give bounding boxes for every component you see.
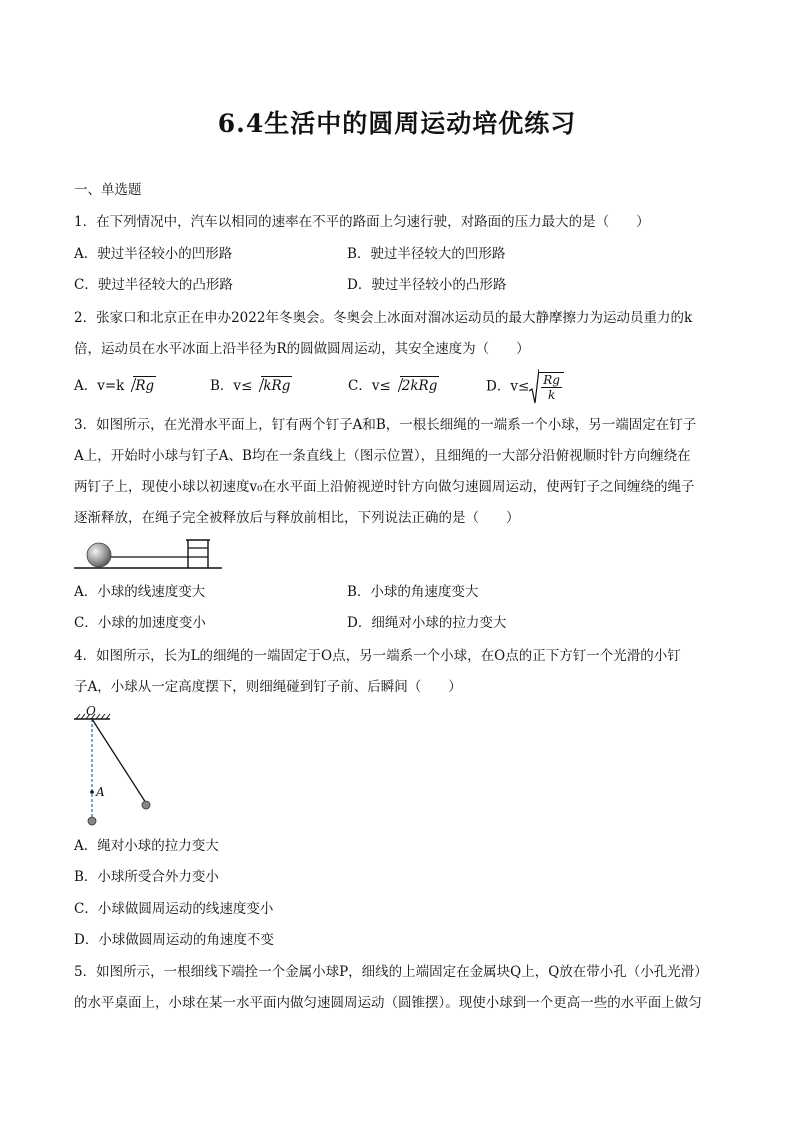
fraction-numerator: Rg — [543, 373, 560, 387]
q3-option-b: B．小球的角速度变大 — [347, 584, 479, 600]
q3-option-a: A．小球的线速度变大 — [74, 584, 206, 600]
q1-stem: 1．在下列情况中，汽车以相同的速率在不平的路面上匀速行驶，对路面的压力最大的是（ ） — [74, 214, 650, 230]
sqrt-symbol — [529, 369, 539, 405]
q3-figure-ball-and-pegs — [74, 530, 224, 575]
q3-option-d: D．细绳对小球的拉力变大 — [347, 615, 507, 631]
q2-option-a-radicand: Rg — [135, 378, 155, 394]
q2-option-a — [74, 376, 156, 395]
fraction-denominator: k — [547, 388, 556, 402]
q3-stem-line2: A上，开始时小球与钉子A、B均在一条直线上（图示位置），且细绳的一大部分沿俯视顺时针方向缠绕在 — [74, 448, 691, 464]
q4-stem-line2: 子A，小球从一定高度摆下，则细绳碰到钉子前、后瞬间（ ） — [74, 679, 462, 695]
section-heading: 一、单选题 — [74, 182, 142, 198]
q2-option-d-prefix: D．v≤ — [486, 378, 530, 395]
q2-option-b — [210, 376, 292, 395]
q2-option-c-radicand: 2kRg — [401, 378, 438, 394]
page-title: 6.4生活中的圆周运动培优练习 — [217, 109, 577, 138]
fraction — [539, 372, 564, 402]
q3-stem-line3: 两钉子上，现使小球以初速度v₀在水平面上沿俯视逆时针方向做匀速圆周运动，使两钉子之间缠绕的绳子 — [74, 479, 695, 495]
q4-option-d: D．小球做圆周运动的角速度不变 — [74, 932, 274, 948]
q2-stem-line1: 2．张家口和北京正在申办2022年冬奥会。冬奥会上冰面对溜冰运动员的最大静摩擦力为运动员重力的k — [74, 310, 693, 326]
q4-figure-pendulum — [70, 703, 160, 828]
q1-option-b: B．驶过半径较大的凹形路 — [347, 246, 506, 262]
q2-option-c-prefix: C．v≤ — [348, 378, 391, 394]
q3-stem-line4: 逐渐释放，在绳子完全被释放后与释放前相比，下列说法正确的是（ ） — [74, 510, 520, 526]
q1-option-d: D．驶过半径较小的凸形路 — [347, 277, 507, 293]
q2-option-d — [486, 369, 564, 405]
sqrt-symbol — [391, 376, 440, 395]
q2-option-b-radicand: kRg — [263, 378, 291, 394]
q3-stem-line1: 3．如图所示，在光滑水平面上，钉有两个钉子A和B，一根长细绳的一端系一个小球，另一端固定在钉子 — [74, 417, 697, 433]
point-a-label: A — [96, 785, 105, 799]
q1-option-a: A．驶过半径较小的凹形路 — [74, 246, 233, 262]
q4-option-c: C．小球做圆周运动的线速度变小 — [74, 901, 274, 917]
q2-option-b-prefix: B．v≤ — [210, 378, 253, 394]
q5-stem-line2: 的水平桌面上，小球在某一水平面内做匀速圆周运动（圆锥摆）。现使小球到一个更高一些的水平面上做匀 — [74, 995, 702, 1011]
q2-stem-line2: 倍，运动员在水平冰面上沿半径为R的圆做圆周运动，其安全速度为（ ） — [74, 341, 530, 357]
q2-option-c — [348, 376, 439, 395]
sqrt-symbol — [124, 376, 156, 395]
sqrt-fraction — [529, 369, 564, 405]
q4-option-a: A．绳对小球的拉力变大 — [74, 838, 219, 854]
sqrt-symbol — [252, 376, 292, 395]
q3-option-c: C．小球的加速度变小 — [74, 615, 206, 631]
point-o-label: O — [86, 704, 96, 718]
q4-stem-line1: 4．如图所示，长为L的细绳的一端固定于O点，另一端系一个小球，在O点的正下方钉一个光滑的小钉 — [74, 648, 681, 664]
q5-stem-line1: 5．如图所示，一根细线下端拴一个金属小球P，细线的上端固定在金属块Q上，Q放在带小孔（小孔光滑） — [74, 964, 708, 980]
q2-option-a-prefix: A．v=k — [74, 378, 125, 394]
q4-option-b: B．小球所受合外力变小 — [74, 869, 219, 885]
q1-option-c: C．驶过半径较大的凸形路 — [74, 277, 233, 293]
